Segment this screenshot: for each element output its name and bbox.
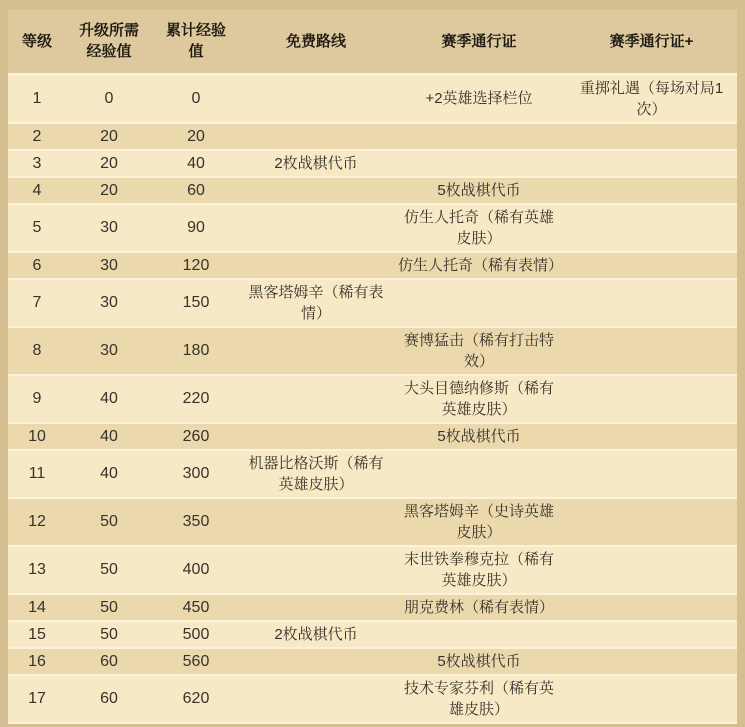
- cell-level: 2: [8, 123, 66, 150]
- cell-free: [240, 123, 392, 150]
- cell-pass-plus: [566, 252, 737, 279]
- cell-xp-total: 450: [152, 594, 240, 621]
- cell-xp-total: 0: [152, 74, 240, 123]
- cell-xp-needed: 30: [66, 204, 152, 252]
- cell-xp-total: 40: [152, 150, 240, 177]
- cell-xp-needed: 50: [66, 621, 152, 648]
- column-header-free-track: 免费路线: [240, 10, 392, 74]
- cell-level: 9: [8, 375, 66, 423]
- column-header-xp-needed: 升级所需经验值: [66, 10, 152, 74]
- cell-xp-needed: 20: [66, 150, 152, 177]
- cell-pass-plus: [566, 279, 737, 327]
- cell-xp-total: 90: [152, 204, 240, 252]
- cell-level: 14: [8, 594, 66, 621]
- table-row: [8, 621, 737, 648]
- table-row: [8, 594, 737, 621]
- table-row: [8, 279, 737, 327]
- column-header-pass-plus: 赛季通行证+: [566, 10, 737, 74]
- table-row: [8, 150, 737, 177]
- cell-free: 2枚战棋代币: [240, 621, 392, 648]
- column-header-level: 等级: [8, 10, 66, 74]
- cell-free: [240, 327, 392, 375]
- cell-xp-needed: 20: [66, 177, 152, 204]
- cell-level: 1: [8, 74, 66, 123]
- cell-pass-plus: [566, 621, 737, 648]
- cell-free: 2枚战棋代币: [240, 150, 392, 177]
- cell-xp-needed: 40: [66, 375, 152, 423]
- cell-xp-total: 260: [152, 423, 240, 450]
- cell-pass: 5枚战棋代币: [392, 648, 566, 675]
- cell-pass: 5枚战棋代币: [392, 423, 566, 450]
- cell-free: [240, 675, 392, 723]
- cell-pass-plus: [566, 675, 737, 723]
- table-row: [8, 123, 737, 150]
- table-row: [8, 675, 737, 723]
- cell-level: 3: [8, 150, 66, 177]
- table-row: [8, 546, 737, 594]
- cell-pass-plus: [566, 546, 737, 594]
- cell-pass-plus: [566, 423, 737, 450]
- cell-xp-total: 560: [152, 648, 240, 675]
- cell-pass-plus: [566, 150, 737, 177]
- cell-level: 7: [8, 279, 66, 327]
- cell-xp-needed: 60: [66, 675, 152, 723]
- cell-level: 12: [8, 498, 66, 546]
- cell-xp-needed: 30: [66, 279, 152, 327]
- cell-free: [240, 252, 392, 279]
- table-row: [8, 450, 737, 498]
- cell-pass: 大头目德纳修斯（稀有英雄皮肤）: [392, 375, 566, 423]
- table-header-row: [8, 10, 737, 74]
- cell-xp-needed: 30: [66, 252, 152, 279]
- season-pass-reward-table-wrap: [8, 10, 737, 724]
- table-header: [8, 10, 737, 74]
- cell-free: [240, 423, 392, 450]
- cell-xp-total: 150: [152, 279, 240, 327]
- cell-level: 8: [8, 327, 66, 375]
- cell-free: [240, 648, 392, 675]
- cell-pass: 朋克费林（稀有表情）: [392, 594, 566, 621]
- cell-pass: 5枚战棋代币: [392, 177, 566, 204]
- table-row: [8, 252, 737, 279]
- cell-pass: 末世铁拳穆克拉（稀有英雄皮肤）: [392, 546, 566, 594]
- cell-free: [240, 546, 392, 594]
- cell-level: 10: [8, 423, 66, 450]
- cell-free: [240, 498, 392, 546]
- cell-pass: [392, 123, 566, 150]
- cell-xp-needed: 40: [66, 450, 152, 498]
- table-row: [8, 498, 737, 546]
- cell-free: 黑客塔姆辛（稀有表情）: [240, 279, 392, 327]
- cell-pass-plus: 重掷礼遇（每场对局1次）: [566, 74, 737, 123]
- table-row: [8, 327, 737, 375]
- cell-xp-needed: 50: [66, 594, 152, 621]
- cell-free: [240, 204, 392, 252]
- cell-pass-plus: [566, 594, 737, 621]
- table-row: [8, 648, 737, 675]
- cell-pass-plus: [566, 177, 737, 204]
- cell-xp-total: 120: [152, 252, 240, 279]
- cell-level: 15: [8, 621, 66, 648]
- cell-free: 机器比格沃斯（稀有英雄皮肤）: [240, 450, 392, 498]
- cell-xp-total: 180: [152, 327, 240, 375]
- cell-xp-total: 220: [152, 375, 240, 423]
- cell-level: 13: [8, 546, 66, 594]
- cell-pass: [392, 150, 566, 177]
- cell-xp-total: 300: [152, 450, 240, 498]
- cell-xp-needed: 40: [66, 423, 152, 450]
- cell-free: [240, 74, 392, 123]
- cell-pass: [392, 279, 566, 327]
- cell-pass: [392, 621, 566, 648]
- table-row: [8, 423, 737, 450]
- cell-xp-total: 350: [152, 498, 240, 546]
- table-body: [8, 74, 737, 723]
- cell-xp-needed: 20: [66, 123, 152, 150]
- cell-level: 17: [8, 675, 66, 723]
- cell-pass: 仿生人托奇（稀有表情）: [392, 252, 566, 279]
- cell-pass-plus: [566, 327, 737, 375]
- cell-pass: +2英雄选择栏位: [392, 74, 566, 123]
- cell-pass: 仿生人托奇（稀有英雄皮肤）: [392, 204, 566, 252]
- cell-level: 6: [8, 252, 66, 279]
- cell-pass-plus: [566, 450, 737, 498]
- cell-pass-plus: [566, 375, 737, 423]
- cell-xp-needed: 0: [66, 74, 152, 123]
- cell-xp-total: 400: [152, 546, 240, 594]
- cell-free: [240, 375, 392, 423]
- column-header-xp-total: 累计经验值: [152, 10, 240, 74]
- cell-xp-total: 20: [152, 123, 240, 150]
- cell-xp-total: 500: [152, 621, 240, 648]
- cell-xp-needed: 30: [66, 327, 152, 375]
- cell-pass-plus: [566, 123, 737, 150]
- season-pass-reward-table: [8, 10, 737, 724]
- cell-xp-needed: 50: [66, 498, 152, 546]
- cell-xp-total: 620: [152, 675, 240, 723]
- cell-free: [240, 177, 392, 204]
- cell-free: [240, 594, 392, 621]
- cell-pass-plus: [566, 204, 737, 252]
- cell-pass: [392, 450, 566, 498]
- column-header-pass: 赛季通行证: [392, 10, 566, 74]
- table-row: [8, 204, 737, 252]
- cell-xp-needed: 60: [66, 648, 152, 675]
- cell-level: 16: [8, 648, 66, 675]
- cell-level: 11: [8, 450, 66, 498]
- table-row: [8, 375, 737, 423]
- cell-pass: 赛博猛击（稀有打击特效）: [392, 327, 566, 375]
- cell-pass-plus: [566, 648, 737, 675]
- cell-pass: 技术专家芬利（稀有英雄皮肤）: [392, 675, 566, 723]
- table-row: [8, 177, 737, 204]
- cell-level: 5: [8, 204, 66, 252]
- cell-xp-needed: 50: [66, 546, 152, 594]
- cell-xp-total: 60: [152, 177, 240, 204]
- cell-level: 4: [8, 177, 66, 204]
- cell-pass-plus: [566, 498, 737, 546]
- cell-pass: 黑客塔姆辛（史诗英雄皮肤）: [392, 498, 566, 546]
- table-row: [8, 74, 737, 123]
